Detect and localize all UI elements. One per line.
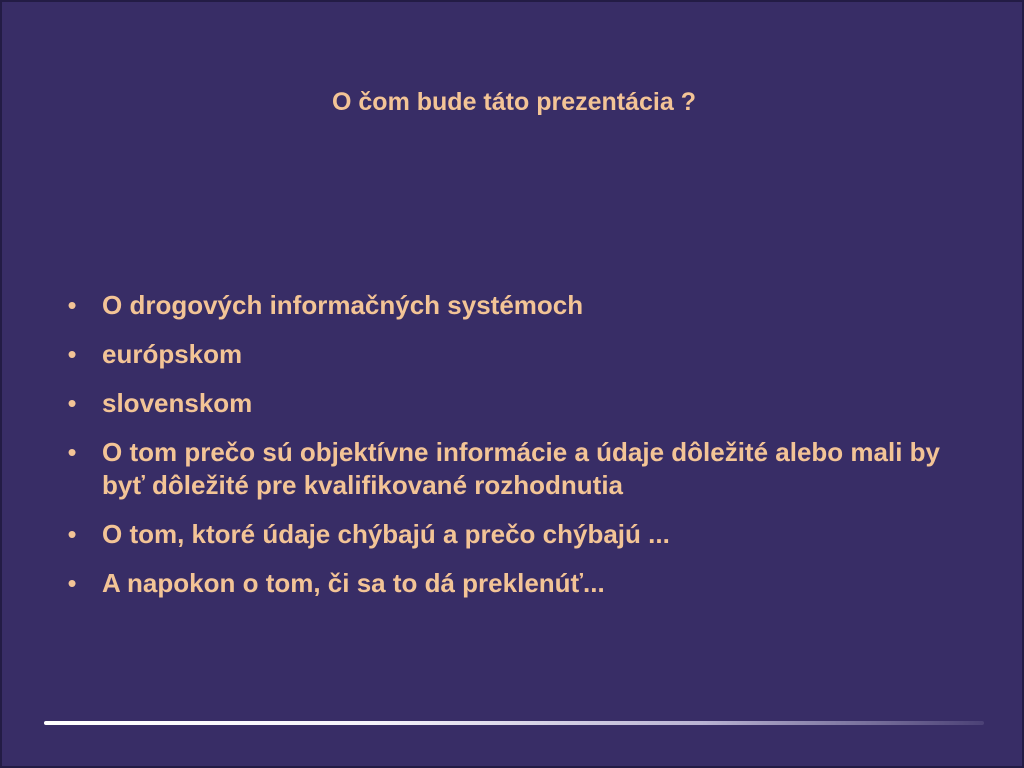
- bullet-item-bridging-gap: [60, 567, 980, 600]
- bullet-item-drug-information-systems: [60, 289, 980, 322]
- bullet-icon: •: [67, 388, 77, 418]
- bullet-text: O drogových informačných systémoch: [102, 290, 584, 320]
- bullet-text: európskom: [102, 339, 243, 369]
- slide-title: O čom bude táto prezentácia ?: [332, 88, 696, 116]
- bullet-item-missing-data: [60, 518, 980, 551]
- bullet-list: [60, 289, 980, 616]
- bullet-icon: •: [67, 339, 77, 369]
- bullet-item-objective-information: [60, 436, 980, 502]
- bullet-text: O tom prečo sú objektívne informácie a údaje dôležité alebo mali by byť dôležité pre kvalifikované rozhodnutia: [102, 437, 940, 500]
- bullet-text: O tom, ktoré údaje chýbajú a prečo chýbajú ...: [102, 519, 670, 549]
- bullet-text: slovenskom: [102, 388, 253, 418]
- footer-divider: [44, 721, 984, 725]
- bullet-icon: •: [67, 290, 77, 320]
- bullet-icon: •: [67, 437, 77, 467]
- bullet-item-slovak: [60, 387, 980, 420]
- bullet-icon: •: [67, 519, 77, 549]
- bullet-item-european: [60, 338, 980, 371]
- bullet-text: A napokon o tom, či sa to dá preklenúť...: [102, 568, 605, 598]
- bullet-icon: •: [67, 568, 77, 598]
